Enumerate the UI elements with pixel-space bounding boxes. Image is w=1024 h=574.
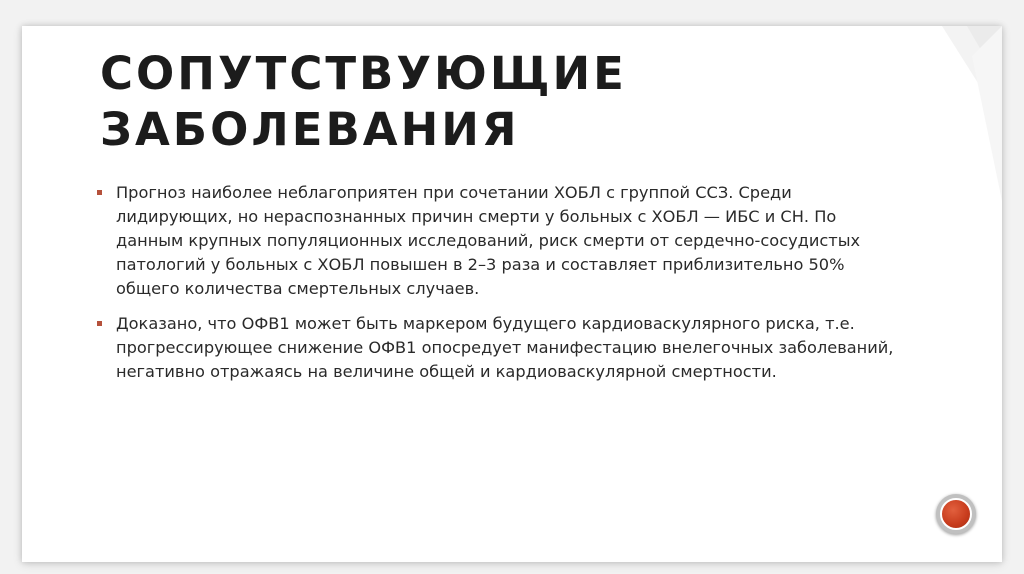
bullet-text: Прогноз наиболее неблагоприятен при сочетании ХОБЛ с группой ССЗ. Среди лидирующих, но нераспознанных причин смерти у больных с ХОБЛ — ИБС и СН. По данным крупных популяционных исследований, риск смерти от сердечно-сосудистых патологий у больных с ХОБЛ повышен в 2–3 раза и составляет приблизительно 50% общего количества смертельных случаев.: [116, 183, 861, 298]
circle-button-icon: [940, 498, 972, 530]
slide-nav-button[interactable]: [936, 494, 976, 534]
slide-title-line-2: ЗАБОЛЕВАНИЯ: [100, 103, 520, 156]
bullet-item: [94, 181, 894, 301]
slide-title-line-1: СОПУТСТВУЮЩИЕ: [100, 47, 627, 100]
bullet-text: Доказано, что ОФВ1 может быть маркером будущего кардиоваскулярного риска, т.е. прогрессирующее снижение ОФВ1 опосредует манифестацию внелегочных заболеваний, негативно отражаясь на величине общей и кардиоваскулярной смертности.: [116, 314, 894, 381]
corner-decoration: [912, 26, 1002, 206]
bullet-item: [94, 312, 894, 384]
slide: [22, 26, 1002, 562]
slide-title: [100, 46, 627, 158]
bullet-marker-icon: [97, 321, 102, 326]
bullet-list: [94, 181, 894, 395]
bullet-marker-icon: [97, 190, 102, 195]
